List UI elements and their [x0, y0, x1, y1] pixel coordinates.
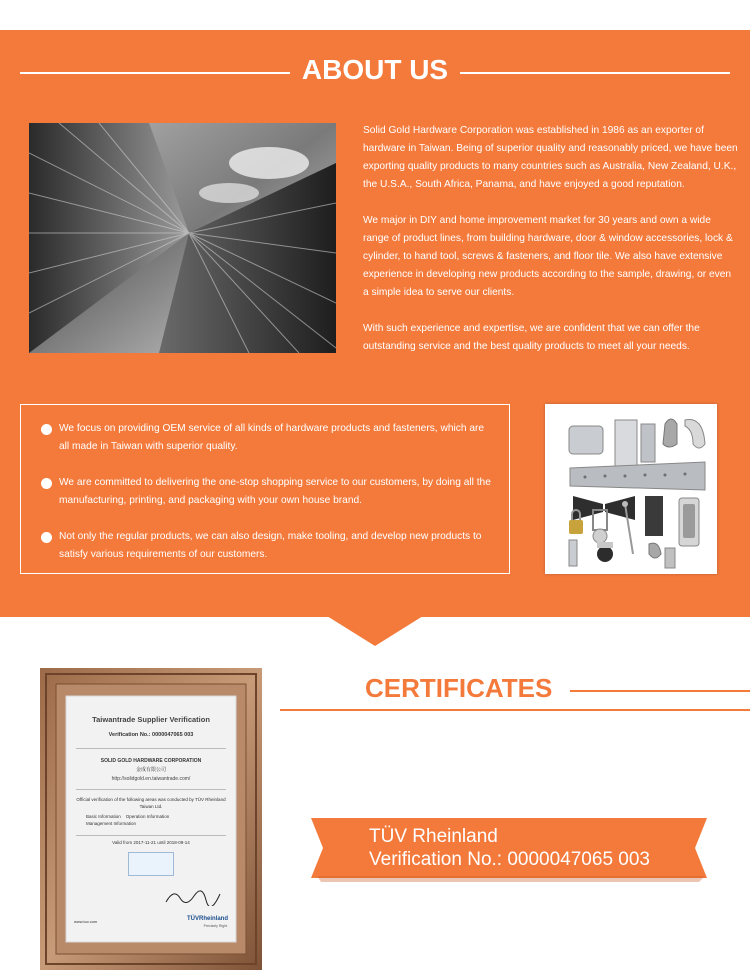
certificate-frame — [40, 668, 262, 970]
bullet-dot-icon — [41, 424, 52, 435]
certificate-item: Basic Information — [86, 814, 121, 819]
about-title-row — [20, 52, 730, 88]
certificate-brand: TÜVRheinland — [186, 916, 228, 922]
certificate-company: SOLID GOLD HARDWARE CORPORATION — [100, 758, 202, 764]
bullet-dot-icon — [41, 478, 52, 489]
certificate-heading: Taiwantrade Supplier Verification — [92, 715, 210, 724]
certificate-footer-left: www.tuv.com — [74, 919, 98, 924]
certificate-item: Management Information — [86, 821, 137, 826]
certificates-title: CERTIFICATES — [365, 673, 553, 703]
about-paragraph: We major in DIY and home improvement market for 30 years and own a wide range of product lines, from building hardware, door & window accessories, lock & cylinder, to hand tool, screws & fasteners, and floor tile. We also have extensive experience in developing new products according to the sample, drawing, or even a simple idea to serve our clients. — [363, 215, 733, 298]
certificate-divider — [76, 835, 226, 836]
service-bullet — [41, 528, 491, 564]
verification-ribbon-text — [369, 825, 650, 871]
certificate-seal-icon — [128, 852, 174, 876]
certificates-divider-bottom — [280, 709, 750, 711]
certificate-divider — [76, 789, 226, 790]
certificate-company-cn: 金成有限公司 — [135, 767, 166, 773]
about-paragraph: Solid Gold Hardware Corporation was established in 1986 as an exporter of hardware in Taiwan. Being of superior quality and reasonably priced, we have been exporting quality products to many countries such as Australia, New Zealand, U.K., the U.S.A., South Africa, Panama, and have enjoyed a good reputation. — [363, 125, 738, 190]
about-title: ABOUT US — [301, 54, 449, 85]
hardware-products-photo — [545, 404, 717, 574]
service-bullet — [41, 420, 491, 456]
about-paragraph: With such experience and expertise, we are confident that we can offer the outstanding service and the best quality products to meet all your needs. — [363, 323, 700, 352]
certificate-url: http://solidgold.en.taiwantrade.com/ — [111, 776, 191, 782]
ribbon-line-verification: Verification No.: 0000047065 003 — [369, 849, 650, 870]
certificate-footer — [70, 916, 232, 928]
certificates-title-row — [280, 672, 750, 712]
certificate-document — [70, 704, 232, 928]
certificate-brand-tag: Precisely Right. — [203, 924, 228, 928]
certificate-item: Operation Information — [125, 814, 170, 819]
service-bullet-text: We focus on providing OEM service of all kinds of hardware products and fasteners, which are all made in Taiwan with superior quality. — [59, 423, 485, 452]
certificate-items — [70, 813, 232, 827]
certificate-verification: Verification No.: 0000047065 003 — [108, 732, 194, 738]
about-description — [363, 122, 738, 374]
service-bullet-text: We are committed to delivering the one-stop shopping service to our customers, by doing all the manufacturing, printing, and packaging with your own house brand. — [59, 477, 491, 506]
building-photo — [29, 123, 336, 353]
certificate-divider — [76, 748, 226, 749]
ribbon-line-brand: TÜV Rheinland — [369, 826, 498, 847]
certificate-signature — [70, 888, 232, 906]
title-divider-left — [20, 72, 290, 74]
certificates-divider-top — [570, 690, 750, 692]
section-notch — [327, 616, 423, 646]
certificate-intro: Official verification of the following areas was conducted by TÜV Rheinland Taiwan Ltd. — [76, 797, 226, 809]
service-bullet — [41, 474, 491, 510]
top-strip — [0, 0, 750, 30]
service-bullet-text: Not only the regular products, we can also design, make tooling, and develop new products to satisfy various requirements of our customers. — [59, 531, 482, 560]
title-divider-right — [460, 72, 730, 74]
bullet-dot-icon — [41, 532, 52, 543]
certificate-valid: Valid from 2017-11-21 until 2018-09-14 — [112, 840, 190, 845]
service-bullets-box — [20, 404, 510, 574]
